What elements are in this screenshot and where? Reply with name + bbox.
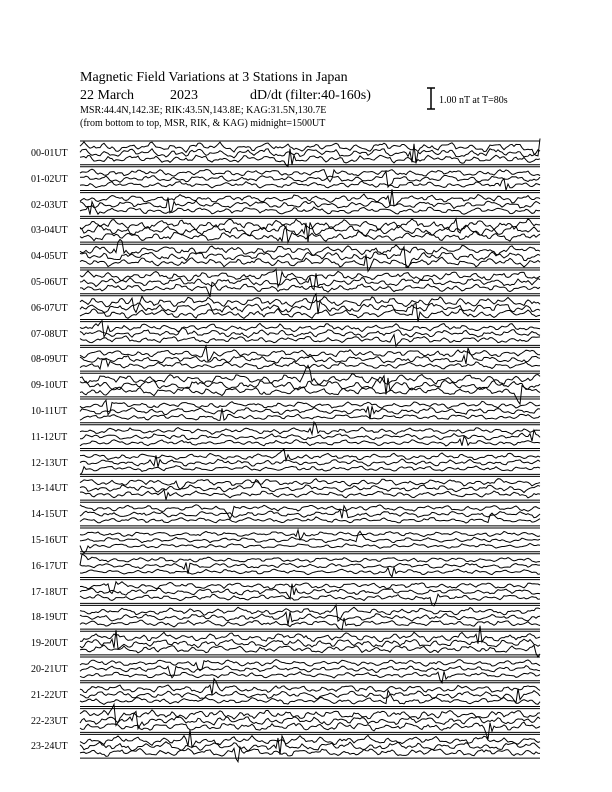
hour-row	[80, 321, 540, 347]
station-trace	[80, 531, 540, 543]
hour-row	[80, 730, 540, 762]
hour-row	[80, 679, 540, 707]
station-trace	[80, 722, 540, 739]
hour-row	[80, 294, 540, 322]
hour-row	[80, 554, 540, 578]
hour-label: 03-04UT	[31, 225, 68, 237]
hour-label: 04-05UT	[31, 251, 68, 263]
station-trace	[80, 704, 540, 725]
hour-label: 20-21UT	[31, 664, 68, 675]
station-trace	[80, 736, 540, 755]
station-trace	[80, 222, 540, 242]
station-trace	[80, 506, 540, 518]
station-trace	[80, 169, 540, 182]
hour-label: 12-13UT	[31, 457, 68, 469]
station-trace	[80, 282, 540, 297]
hour-label: 17-18UT	[31, 586, 68, 598]
station-trace	[80, 490, 540, 500]
station-trace	[80, 348, 540, 364]
station-order-note: (from bottom to top, MSR, RIK, & KAG) midnight=1500UT	[80, 118, 326, 129]
hour-label: 15-16UT	[31, 535, 68, 546]
hour-label: 09-10UT	[31, 380, 68, 392]
hour-row	[80, 239, 540, 271]
station-trace	[80, 406, 540, 419]
station-trace	[80, 255, 540, 272]
station-trace	[80, 626, 540, 644]
hour-label: 01-02UT	[31, 173, 68, 185]
station-trace	[80, 594, 540, 606]
station-trace	[80, 605, 540, 621]
hour-row	[80, 449, 540, 474]
hour-row	[80, 399, 540, 423]
hour-label: 10-11UT	[31, 406, 68, 417]
station-trace	[80, 567, 540, 576]
scale-bar	[427, 88, 435, 109]
chart-title: Magnetic Field Variations at 3 Stations in Japan	[80, 70, 348, 85]
hour-row	[80, 422, 540, 449]
station-trace	[80, 335, 540, 347]
date-day: 22 March	[80, 88, 135, 103]
hour-label: 18-19UT	[31, 612, 68, 624]
hour-row	[80, 626, 540, 657]
station-trace	[80, 400, 540, 414]
date-year: 2023	[170, 88, 198, 103]
hour-row	[80, 476, 540, 500]
hour-label: 19-20UT	[31, 638, 68, 650]
station-trace	[80, 530, 540, 540]
hour-label: 23-24UT	[31, 741, 68, 753]
station-trace	[80, 179, 540, 190]
station-coordinates: MSR:44.4N,142.3E; RIK:43.5N,143.8E; KAG:31.5N,130.7E	[80, 105, 327, 116]
station-trace	[80, 582, 540, 594]
hour-row	[80, 657, 540, 683]
hour-row	[80, 139, 540, 167]
hour-label: 08-09UT	[31, 354, 68, 366]
hour-label: 21-22UT	[31, 689, 68, 701]
station-trace	[80, 554, 540, 565]
hour-label: 07-08UT	[31, 328, 68, 340]
hour-label: 14-15UT	[31, 509, 68, 521]
hour-row	[80, 605, 540, 630]
hour-row	[80, 167, 540, 191]
hour-row	[80, 580, 540, 606]
hour-row	[80, 218, 540, 242]
hour-row	[80, 528, 540, 553]
hour-label: 11-12UT	[31, 431, 68, 443]
station-trace	[80, 505, 540, 519]
hour-row	[80, 346, 540, 371]
quantity-label: dD/dt (filter:40-160s)	[250, 88, 371, 103]
hour-row	[80, 269, 540, 297]
station-trace	[80, 747, 540, 762]
scale-bar-label: 1.00 nT at T=80s	[439, 95, 508, 106]
hour-label: 13-14UT	[31, 483, 68, 495]
hour-label: 22-23UT	[31, 715, 68, 727]
hour-label: 02-03UT	[31, 199, 68, 211]
trace-layer	[80, 139, 540, 762]
station-trace	[80, 612, 540, 625]
station-trace	[80, 466, 540, 475]
station-trace	[80, 359, 540, 369]
hour-label: 16-17UT	[31, 560, 68, 572]
station-trace	[80, 422, 540, 434]
station-trace	[80, 376, 540, 395]
station-trace	[80, 618, 540, 630]
hour-row	[80, 189, 540, 216]
hour-label: 05-06UT	[31, 277, 68, 288]
station-trace	[80, 690, 540, 704]
station-trace	[80, 303, 540, 321]
hour-label: 00-01UT	[31, 148, 68, 159]
hour-label: 06-07UT	[31, 302, 68, 314]
station-trace	[80, 386, 540, 404]
station-trace	[80, 666, 540, 678]
hour-row	[80, 502, 540, 526]
